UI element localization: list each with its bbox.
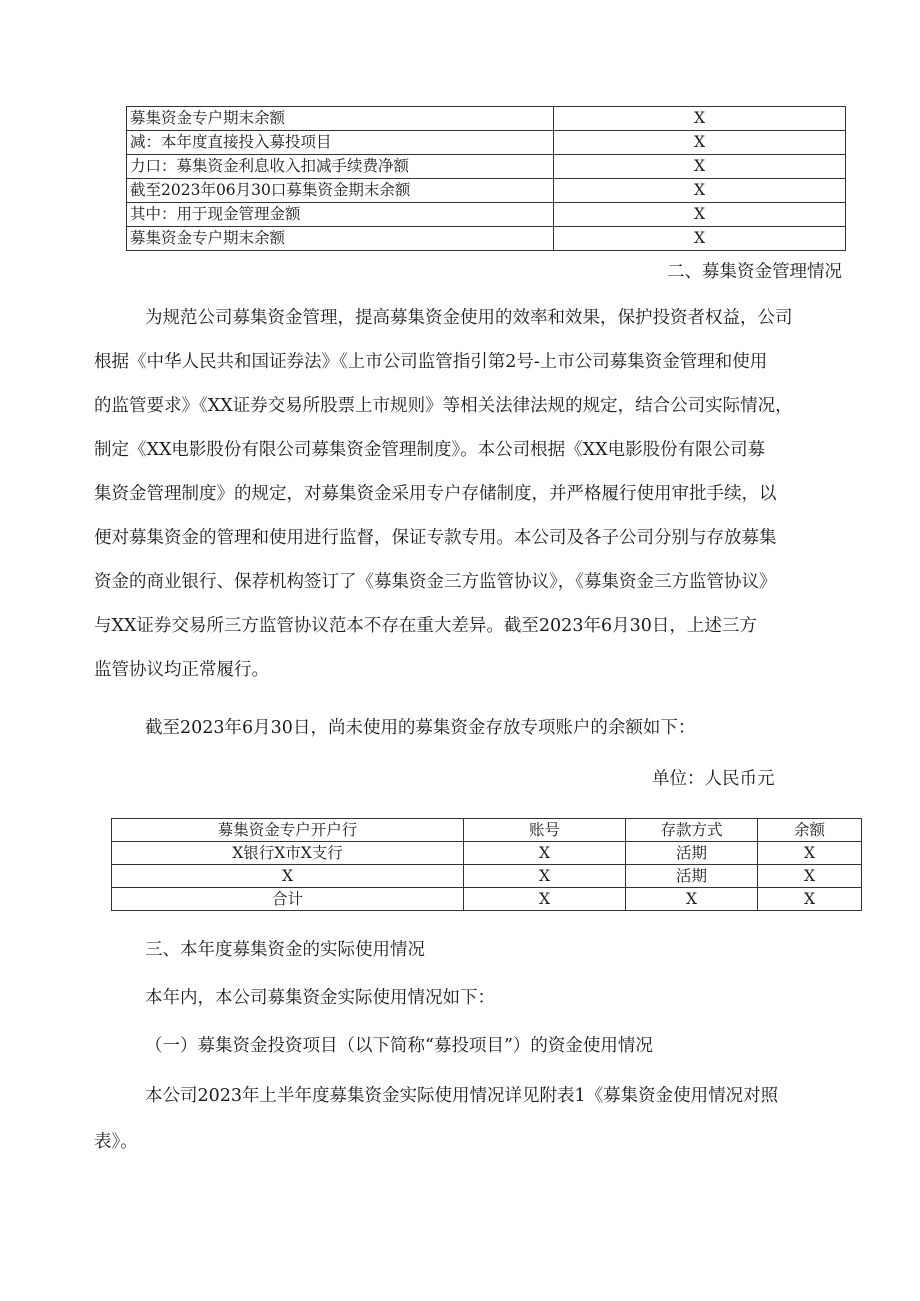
table-cell: X (758, 888, 862, 911)
row-label: 募集资金专户期末余额 (127, 227, 554, 251)
table-row (112, 888, 862, 911)
table-cell: X (464, 888, 626, 911)
row-value: X (554, 227, 846, 251)
table-row (127, 107, 846, 131)
table-cell: X (758, 842, 862, 865)
paragraph-line: 表》。 (94, 1132, 138, 1152)
row-value: X (554, 179, 846, 203)
paragraph-line: 根据《中华人民共和国证券法》《上市公司监管指引第2号-上市公司募集资金管理和使用 (94, 352, 768, 372)
header-cell: 余额 (758, 819, 862, 842)
unit-label: 单位：人民币元 (652, 769, 775, 789)
balance-intro: 截至2023年6月30日，尚未使用的募集资金存放专项账户的余额如下： (145, 718, 696, 738)
row-value: X (554, 107, 846, 131)
table-cell: X (464, 842, 626, 865)
section-heading: 二、募集资金管理情况 (667, 262, 842, 282)
paragraph-line: 资金的商业银行、保荐机构签订了《募集资金三方监管协议》，《募集资金三方监管协议》 (94, 572, 777, 592)
table-row (127, 227, 846, 251)
table-cell: X (112, 865, 464, 888)
table-row (112, 865, 862, 888)
paragraph-line: 监管协议均正常履行。 (94, 660, 269, 680)
table-header-row (112, 819, 862, 842)
row-label: 其中：用于现金管理金额 (127, 203, 554, 227)
row-label: 募集资金专户期末余额 (127, 107, 554, 131)
row-value: X (554, 155, 846, 179)
row-label: 力口：募集资金利息收入扣减手续费净额 (127, 155, 554, 179)
table-cell: 活期 (626, 865, 758, 888)
table-cell: X (464, 865, 626, 888)
table-row (127, 179, 846, 203)
paragraph-line: 的监管要求》《XX证券交易所股票上市规则》等相关法律法规的规定，结合公司实际情况， (94, 396, 793, 416)
row-label: 减：本年度直接投入募投项目 (127, 131, 554, 155)
account-balance-table (111, 818, 862, 911)
paragraph-line: 与XX证券交易所三方监管协议范本不存在重大差异。截至2023年6月30日，上述三方 (94, 616, 757, 636)
header-cell: 账号 (464, 819, 626, 842)
table-row (112, 842, 862, 865)
table-cell: 合计 (112, 888, 464, 911)
paragraph-line: 便对募集资金的管理和使用进行监督，保证专款专用。本公司及各子公司分别与存放募集 (94, 528, 777, 548)
section-heading: 三、本年度募集资金的实际使用情况 (145, 940, 425, 960)
row-value: X (554, 203, 846, 227)
table-cell: 活期 (626, 842, 758, 865)
paragraph-line: 制定《XX电影股份有限公司募集资金管理制度》。本公司根据《XX电影股份有限公司募 (94, 440, 766, 460)
paragraph-line: 集资金管理制度》的规定，对募集资金采用专户存储制度，并严格履行使用审批手续，以 (94, 484, 777, 504)
table-cell: X银行X市X支行 (112, 842, 464, 865)
subsection-heading: （一）募集资金投资项目（以下简称“募投项目”）的资金使用情况 (145, 1036, 653, 1056)
table-cell: X (758, 865, 862, 888)
row-value: X (554, 131, 846, 155)
paragraph-line: 为规范公司募集资金管理，提高募集资金使用的效率和效果，保护投资者权益，公司 (145, 308, 793, 328)
row-label: 截至2023年06月30口募集资金期末余额 (127, 179, 554, 203)
paragraph-line: 本公司2023年上半年度募集资金实际使用情况详见附表1《募集资金使用情况对照 (145, 1086, 779, 1106)
table-row (127, 203, 846, 227)
table-row (127, 155, 846, 179)
header-cell: 存款方式 (626, 819, 758, 842)
table-row (127, 131, 846, 155)
paragraph-line: 本年内，本公司募集资金实际使用情况如下： (145, 988, 495, 1008)
fund-balance-table (126, 106, 846, 251)
table-cell: X (626, 888, 758, 911)
header-cell: 募集资金专户开户行 (112, 819, 464, 842)
